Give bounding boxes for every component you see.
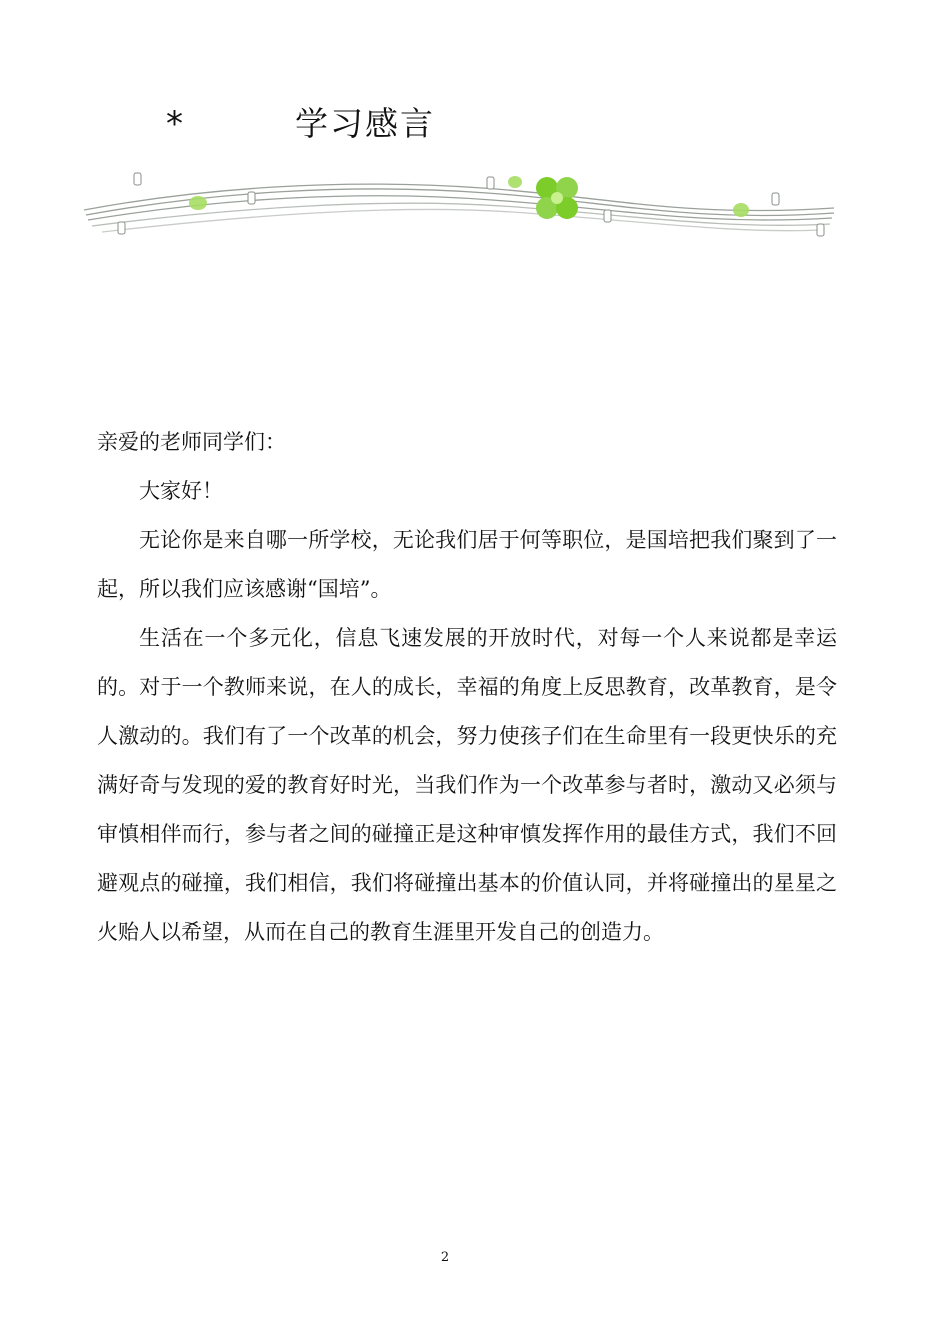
title-star: *: [166, 104, 183, 144]
clover-vine-decoration-icon: [82, 168, 837, 248]
page-title: 学习感言: [295, 104, 435, 143]
salutation: 大家好！: [139, 479, 223, 503]
paragraph-1: 无论你是来自哪一所学校，无论我们居于何等职位，是国培把我们聚到了一起，所以我们应该感谢“国培”。: [97, 528, 837, 601]
paragraph-2: 生活在一个多元化，信息飞速发展的开放时代，对每一个人来说都是幸运的。对于一个教师来说，在人的成长，幸福的角度上反思教育，改革教育，是令人激动的。我们有了一个改革的机会，努力使孩子们在生命里有一段更快乐的充满好奇与发现的爱的教育好时光，当我们作为一个改革参与者时，激动又必须与审慎相伴而行，参与者之间的碰撞正是这种审慎发挥作用的最佳方式，我们不回避观点的碰撞，我们相信，我们将碰撞出基本的价值认同，并将碰撞出的星星之火贻人以希望，从而在自己的教育生涯里开发自己的创造力。: [97, 626, 837, 944]
greeting: 亲爱的老师同学们：: [97, 430, 286, 454]
page-number: 2: [440, 1250, 450, 1265]
letter-body: [97, 418, 837, 957]
